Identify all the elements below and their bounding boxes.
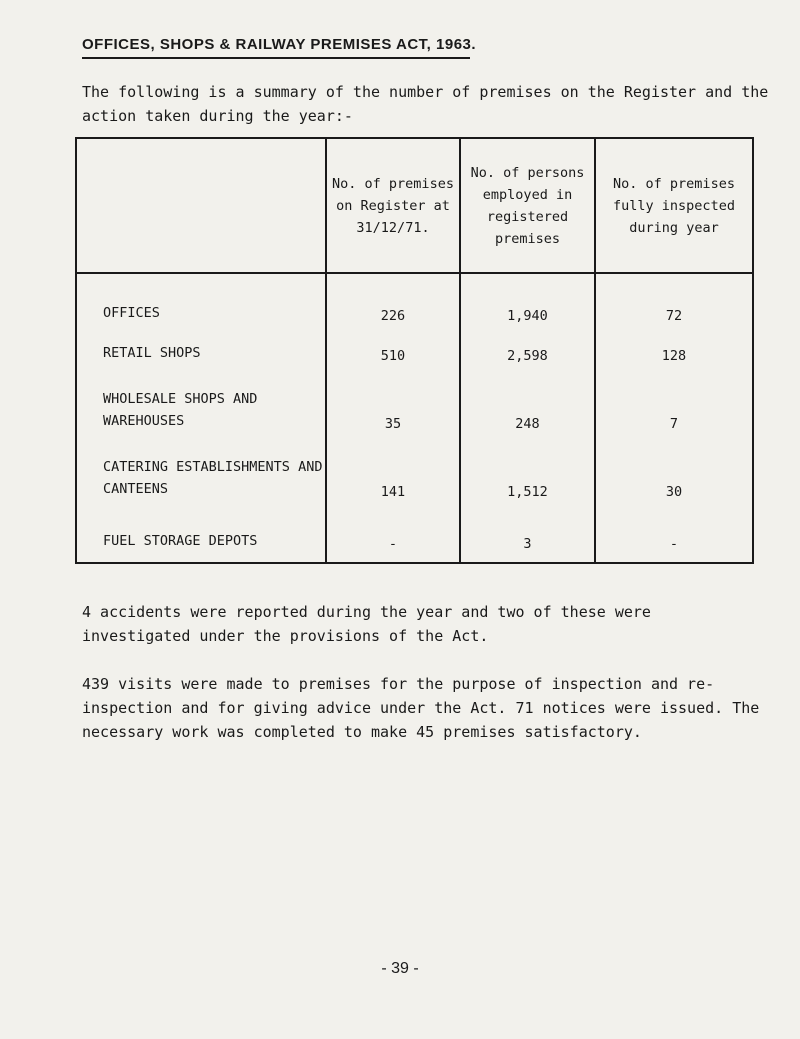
row-persons-count: 1,940 xyxy=(460,273,595,324)
header-category xyxy=(76,138,326,273)
table-row xyxy=(76,324,753,364)
row-register-count: 510 xyxy=(326,324,460,364)
visits-paragraph: 439 visits were made to premises for the purpose of inspection and re-inspection and for giving advice under the Act. 71 notices were issued. The necessary work was completed to make 45 premises satisfactory. xyxy=(82,675,760,741)
row-persons-count: 2,598 xyxy=(460,324,595,364)
header-premises-on-register: No. of premises on Register at 31/12/71. xyxy=(326,138,460,273)
section-heading: OFFICES, SHOPS & RAILWAY PREMISES ACT, 1963. xyxy=(82,36,477,53)
row-inspected-count: 128 xyxy=(595,324,753,364)
row-inspected-count: 30 xyxy=(595,432,753,500)
row-register-count: - xyxy=(326,500,460,563)
row-inspected-count: 72 xyxy=(595,273,753,324)
row-category: RETAIL SHOPS xyxy=(76,324,326,364)
header-persons-employed: No. of persons employed in registered premises xyxy=(460,138,595,273)
row-persons-count: 1,512 xyxy=(460,432,595,500)
intro-paragraph: The following is a summary of the number of premises on the Register and the action taken during the year:- xyxy=(82,83,769,125)
header-premises-inspected: No. of premises fully inspected during year xyxy=(595,138,753,273)
row-register-count: 141 xyxy=(326,432,460,500)
row-category: FUEL STORAGE DEPOTS xyxy=(76,500,326,563)
row-register-count: 226 xyxy=(326,273,460,324)
table-row xyxy=(76,500,753,563)
premises-summary-table xyxy=(75,137,754,564)
row-persons-count: 3 xyxy=(460,500,595,563)
row-category: OFFICES xyxy=(76,273,326,324)
table-row xyxy=(76,432,753,500)
table-row xyxy=(76,364,753,432)
row-category: WHOLESALE SHOPS AND WAREHOUSES xyxy=(76,364,326,432)
accidents-paragraph: 4 accidents were reported during the year and two of these were investigated under the provisions of the Act. xyxy=(82,603,651,645)
row-register-count: 35 xyxy=(326,364,460,432)
table-row xyxy=(76,273,753,324)
table-header-row xyxy=(76,138,753,273)
row-inspected-count: 7 xyxy=(595,364,753,432)
heading-underline xyxy=(82,57,470,59)
row-persons-count: 248 xyxy=(460,364,595,432)
row-inspected-count: - xyxy=(595,500,753,563)
row-category: CATERING ESTABLISHMENTS AND CANTEENS xyxy=(76,432,326,500)
page-number: - 39 - xyxy=(381,960,419,977)
